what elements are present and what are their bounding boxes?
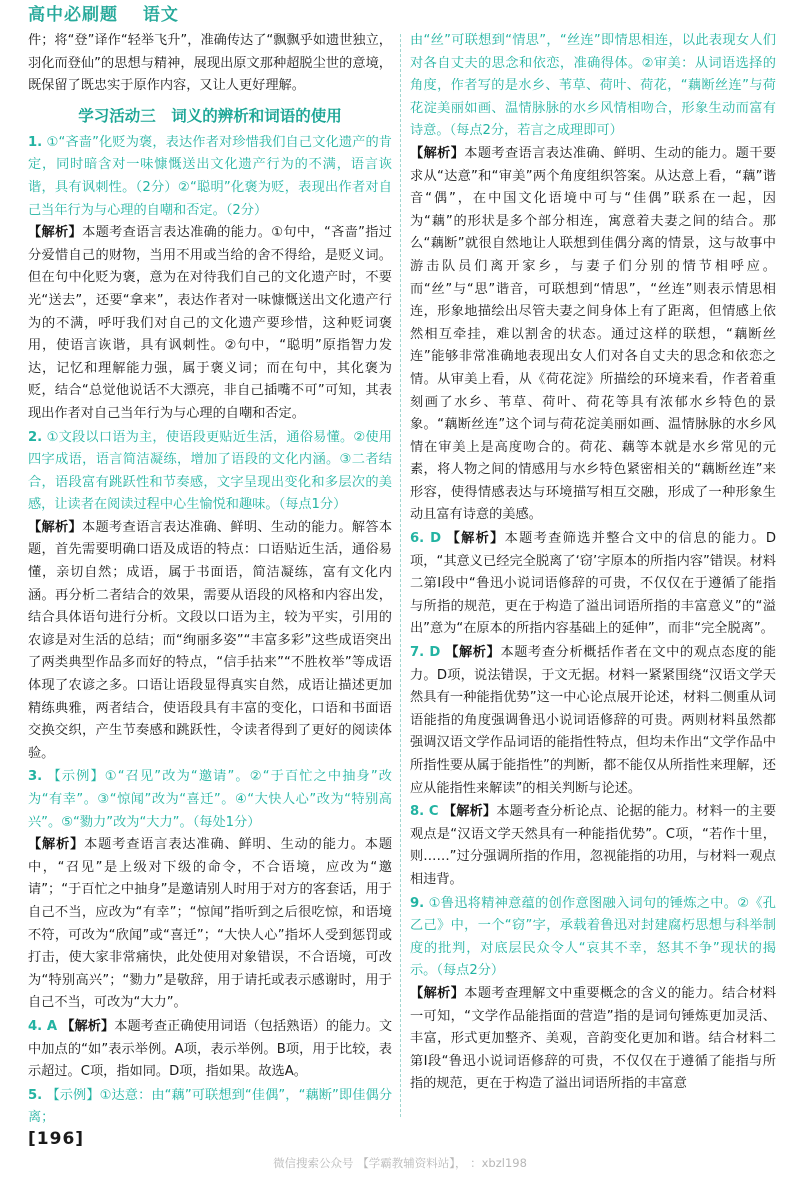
q9-analysis-tag: 【解析】 — [410, 985, 465, 1001]
q5-answer: 【示例】①达意：由“藕”可联想到“佳偶”，“藕断”即佳偶分离； — [28, 1087, 393, 1126]
q1-number: 1. — [28, 134, 43, 150]
question-5 — [28, 1085, 392, 1130]
question-1 — [28, 132, 392, 426]
q2-analysis: 本题考查语言表达准确、鲜明、生动的能力。解答本题，首先需要明确口语及成语的特点：口语贴近生活，通俗易懂，亲切自然；成语，属于书面语，简洁凝练，富有文化内涵。再分析二者结合的效果，需要从语段的风格和内容出发，结合具体语句进行分析。文段以口语为主，较为平实，引用的农谚是对生活的总结；而“绚丽多姿”“丰富多彩”这些成语突出了两类典型作品多而好的特点，“信手拈来”“不胜枚举”等成语体现了农谚之多。口语让语段显得真实自然，成语让描述更加精练典雅，两者结合，使语段具有丰富的变化，口语和书面语交换交织，产生节奏感和跳跃性，令读者得到了更好的阅读体验。 — [28, 519, 393, 761]
left-column — [28, 30, 392, 1130]
q2-analysis-tag: 【解析】 — [28, 519, 82, 535]
right-column — [410, 30, 776, 1096]
q1-analysis: 本题考查语言表达准确的能力。①句中，“吝啬”指过分爱惜自己的财物，当用不用或当给的舍不得给，是贬义词。但在句中化贬为褒，意为在对待我们自己的文化遗产时，不要光“送去”，还要“拿来”，表达作者对一味慷慨送出文化遗产行为的不满，呼吁我们对自己的文化遗产要珍惜，这种贬词褒用，使语言诙谐，具有讽刺性。②句中，“聪明”原指智力发达，记忆和理解能力强，属于褒义词；而在句中，其化褒为贬，结合“总觉他说话不大漂亮，非自己插嘴不可”可知，其表现出作者对自己当年行为与心理的自嘲和否定。 — [28, 225, 392, 421]
question-8 — [410, 801, 776, 891]
q2-number: 2. — [28, 429, 43, 445]
q6-analysis-tag: 【解析】 — [446, 531, 505, 547]
question-4 — [28, 1016, 392, 1084]
q8-analysis: 本题考查分析论点、论据的能力。材料一的主要观点是“汉语文学天然具有一种能指优势”。C项，“若作十里，则……”过分强调所指的作用，忽视能指的功用，与材料一观点相违背。 — [410, 804, 777, 887]
q8-analysis-tag: 【解析】 — [442, 804, 497, 820]
q1-analysis-tag: 【解析】 — [28, 225, 83, 241]
page-header — [28, 4, 197, 30]
q9-analysis: 本题考查理解文中重要概念的含义的能力。结合材料一可知，“文学作品能指面的营造”指的是词句锤炼更加灵活、丰富，形式更加整齐、美观，音韵变化更加和谐。结合材料二第Ⅰ段“鲁迅小说词语修辞的可贵，不仅仅在于遵循了能指与所指的规范，更在于构造了溢出词语所指的丰富意 — [410, 985, 777, 1092]
question-3 — [28, 766, 392, 1015]
q6-analysis: 本题考查筛选并整合文中的信息的能力。D项，“其意义已经完全脱离了‘窃’字原本的所指内容”错误。材料二第Ⅰ段中“鲁迅小说词语修辞的可贵，不仅仅在于遵循了能指与所指的规范，更在于构造了溢出词语所指的丰富意义”的“溢出”意为“在原本的所指内容基础上的延伸”，而非“完全脱离”。 — [410, 531, 777, 637]
q3-number: 3. — [28, 769, 43, 785]
q5-number: 5. — [28, 1087, 43, 1103]
q3-analysis: 本题考查语言表达准确、鲜明、生动的能力。本题中，“召见”是上级对下级的命令，不合语境，应改为“邀请”；“于百忙之中抽身”是邀请别人时用于对方的客套话，用于自己不当，应改为“有幸”；“惊闻”指听到之后很吃惊，和语境不符，可改为“欣闻”或“喜迁”；“大快人心”指坏人受到惩罚或打击，使大家非常痛快，此处使用对象错误，不合语境，可改为“特别高兴”；“勠力”是敬辞，用于请托或表示感谢时，用于自己不当，可改为“大力”。 — [28, 837, 393, 1011]
q5-answer-continued: 由“丝”可联想到“情思”，“丝连”即情思相连，以此表现女人们对各自丈夫的思念和依恋，准确得体。②审美：从词语选择的角度，作者写的是水乡、苇草、荷叶、荷花，“藕断丝连”与荷花淀美丽如画、温情脉脉的水乡风情相吻合，形象生动而富有诗意。（每点2分，若言之成理即可） — [410, 33, 776, 139]
question-7 — [410, 642, 776, 800]
q6-number: 6. D — [410, 531, 442, 547]
q5-analysis: 本题考查语言表达准确、鲜明、生动的能力。题干要求从“达意”和“审美”两个角度组织答案。从达意上看，“藕”谐音“偶”，在中国文化语境中可与“佳偶”联系在一起，因为“藕”的形状是多个部分相连，寓意着夫妻之间的结合。那么“藕断”就很自然地让人联想到佳偶分离的情景，这与故事中游击队员们离开家乡，与妻子们分别的情节相呼应。而“丝”与“思”谐音，可联想到“情思”，“丝连”则表示情思相连，形象地描绘出尽管夫妻之间身体上有了距离，但情感上依然相互牵挂，难以割舍的状态。通过这样的联想，“藕断丝连”能够非常准确地表现出女人们对各自丈夫的思念和依恋之情。从审美上看，从《荷花淀》所描绘的环境来看，作者着重刻画了水乡、苇草、荷叶、荷花等具有浓郁水乡特色的景象。“藕断丝连”这个词与荷花淀美丽如画、温情脉脉的水乡风情在审美上是高度吻合的。荷花、藕等本就是水乡常见的元素，将人物之间的情感用与水乡特色紧密相关的“藕断丝连”来形容，使得情感表达与环境描写相互交融，形成了一种形象生动且富有诗意的美感。 — [410, 145, 777, 523]
q4-number: 4. A — [28, 1018, 58, 1034]
book-title: 高中必刷题 — [28, 5, 118, 25]
q5-analysis-tag: 【解析】 — [410, 145, 465, 161]
q1-answer: ①“吝啬”化贬为褒，表达作者对珍惜我们自己文化遗产的肯定，同时暗含对一味慷慨送出文化遗产行为的不满，语言诙谐，具有讽刺性。（2分）②“聪明”化褒为贬，表现出作者对自己当年行为与心理的自嘲和否定。（2分） — [28, 134, 392, 218]
q3-answer: 【示例】①“召见”改为“邀请”。②“于百忙之中抽身”改为“有幸”。③“惊闻”改为“喜迁”。④“大快人心”改为“特别高兴”。⑤“勠力”改为“大力”。（每处1分） — [28, 769, 392, 830]
q4-analysis: 本题考查正确使用词语（包括熟语）的能力。文中加点的“如”表示举例。A项，表示举例。B项，用于比较，表示超过。C项，指如同。D项，指如果。故选A。 — [28, 1018, 393, 1080]
intro-paragraph: 件；将“登”译作“轻举飞升”，准确传达了“飘飘乎如遗世独立，羽化而登仙”的思想与精神，展现出原文那种超脱尘世的意境，既保留了既忠实于原作内容，又让人更好理解。 — [28, 33, 392, 94]
q9-answer: ①鲁迅将精神意蕴的创作意图融入词句的锤炼之中。②《孔乙己》中，一个“窃”字，承载着鲁迅对封建腐朽思想与科举制度的批判，对底层民众令人“哀其不幸，怒其不争”现状的揭示。（每点2分） — [410, 895, 776, 979]
q7-number: 7. D — [410, 645, 441, 661]
page-number: [196] — [28, 1129, 85, 1149]
subject-title: 语文 — [142, 5, 179, 25]
watermark-footer: 微信搜索公众号 【学霸教辅资料站】， ：xbzl198 — [273, 1156, 527, 1170]
q8-number: 8. C — [410, 804, 439, 820]
question-6 — [410, 528, 776, 641]
question-9 — [410, 893, 776, 1096]
q9-number: 9. — [410, 895, 425, 911]
q3-analysis-tag: 【解析】 — [28, 837, 85, 853]
section-title: 学习活动三 词义的辨析和词语的使用 — [78, 106, 342, 125]
page-number-value: 196 — [36, 1129, 76, 1149]
question-2 — [28, 427, 392, 766]
q2-answer: ①文段以口语为主，使语段更贴近生活，通俗易懂。②使用四字成语，语言简洁凝练，增加了语段的文化内涵。③二者结合，语段富有跳跃性和节奏感，文字呈现出变化和多层次的美感，让读者在阅读过程中心生愉悦和趣味。（每点1分） — [28, 429, 392, 513]
q7-analysis-tag: 【解析】 — [445, 645, 501, 661]
column-divider — [400, 34, 401, 1117]
q7-analysis: 本题考查分析概括作者在文中的观点态度的能力。D项，说法错误，于文无据。材料一紧紧围绕“汉语文学天然具有一种能指优势”这一中心论点展开论述，材料二侧重从词语能指的角度强调鲁迅小说词语修辞的可贵。两则材料虽然都强调汉语文学作品词语的能指性特点，但均未作出“文学作品中所指性要从属于能指性”的判断，都不能仅从所指性来理解，还应从能指性来解读”的相关判断与论述。 — [410, 645, 777, 796]
q4-analysis-tag: 【解析】 — [61, 1018, 115, 1034]
